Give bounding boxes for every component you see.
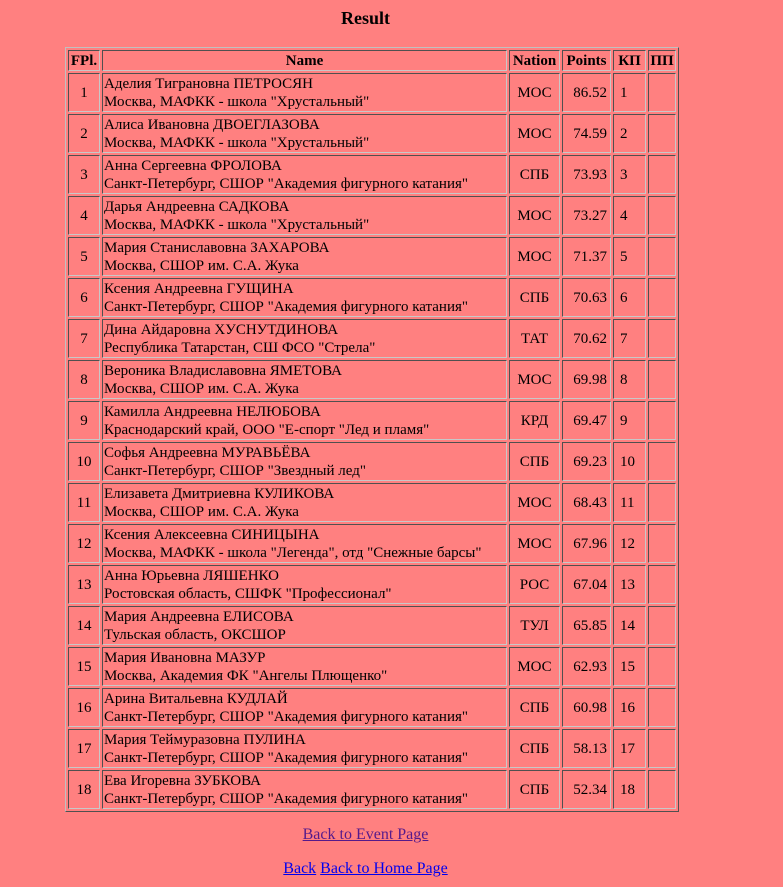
name-cell xyxy=(102,319,507,358)
nation-cell: СПБ xyxy=(509,770,560,809)
points-cell: 73.93 xyxy=(562,155,611,194)
pp-cell xyxy=(648,278,676,317)
place-cell: 12 xyxy=(68,524,100,563)
pp-cell xyxy=(648,729,676,768)
pp-cell xyxy=(648,237,676,276)
points-cell: 71.37 xyxy=(562,237,611,276)
table-row xyxy=(68,360,676,399)
points-cell: 70.63 xyxy=(562,278,611,317)
name-cell xyxy=(102,442,507,481)
kp-cell: 8 xyxy=(613,360,646,399)
kp-cell: 16 xyxy=(613,688,646,727)
skater-club: Республика Татарстан, СШ ФСО "Стрела" xyxy=(104,339,376,356)
place-cell: 10 xyxy=(68,442,100,481)
kp-cell: 11 xyxy=(613,483,646,522)
place-cell: 5 xyxy=(68,237,100,276)
header-place: FPl. xyxy=(68,50,100,71)
name-cell xyxy=(102,237,507,276)
name-cell xyxy=(102,360,507,399)
table-row xyxy=(68,524,676,563)
skater-club: Санкт-Петербург, СШОР "Звездный лед" xyxy=(104,462,366,479)
points-cell: 52.34 xyxy=(562,770,611,809)
skater-name: Ксения Андреевна ГУЩИНА xyxy=(104,280,294,297)
place-cell: 3 xyxy=(68,155,100,194)
nation-cell: СПБ xyxy=(509,729,560,768)
skater-club: Москва, МАФКК - школа "Хрустальный" xyxy=(104,93,370,110)
pp-cell xyxy=(648,606,676,645)
name-cell xyxy=(102,688,507,727)
skater-club: Москва, СШОР им. С.А. Жука xyxy=(104,257,299,274)
header-name: Name xyxy=(102,50,507,71)
place-cell: 16 xyxy=(68,688,100,727)
place-cell: 15 xyxy=(68,647,100,686)
pp-cell xyxy=(648,319,676,358)
pp-cell xyxy=(648,688,676,727)
skater-club: Санкт-Петербург, СШОР "Академия фигурного катания" xyxy=(104,298,469,315)
points-cell: 67.96 xyxy=(562,524,611,563)
name-cell xyxy=(102,606,507,645)
name-cell xyxy=(102,483,507,522)
skater-name: Анна Юрьевна ЛЯШЕНКО xyxy=(104,567,279,584)
nation-cell: МОС xyxy=(509,483,560,522)
header-nation: Nation xyxy=(509,50,560,71)
skater-name: Ксения Алексеевна СИНИЦЫНА xyxy=(104,526,320,543)
place-cell: 1 xyxy=(68,73,100,112)
points-cell: 73.27 xyxy=(562,196,611,235)
skater-name: Анна Сергеевна ФРОЛОВА xyxy=(104,157,282,174)
skater-name: Мария Теймуразовна ПУЛИНА xyxy=(104,731,306,748)
pp-cell xyxy=(648,442,676,481)
nation-cell: СПБ xyxy=(509,688,560,727)
nation-cell: СПБ xyxy=(509,155,560,194)
points-cell: 69.98 xyxy=(562,360,611,399)
kp-cell: 1 xyxy=(613,73,646,112)
table-header-row xyxy=(68,50,676,71)
results-table xyxy=(65,47,679,812)
skater-club: Москва, МАФКК - школа "Легенда", отд "Снежные барсы" xyxy=(104,544,482,561)
place-cell: 18 xyxy=(68,770,100,809)
name-cell xyxy=(102,565,507,604)
nation-cell: МОС xyxy=(509,196,560,235)
nation-cell: РОС xyxy=(509,565,560,604)
table-row xyxy=(68,278,676,317)
points-cell: 70.62 xyxy=(562,319,611,358)
skater-name: Арина Витальевна КУДЛАЙ xyxy=(104,690,288,707)
nation-cell: МОС xyxy=(509,114,560,153)
table-row xyxy=(68,483,676,522)
table-row xyxy=(68,114,676,153)
back-to-home-link[interactable]: Back to Home Page xyxy=(320,860,448,877)
page-title: Result xyxy=(341,8,390,28)
table-row xyxy=(68,401,676,440)
skater-club: Москва, СШОР им. С.А. Жука xyxy=(104,503,299,520)
skater-name: Елизавета Дмитриевна КУЛИКОВА xyxy=(104,485,335,502)
pp-cell xyxy=(648,565,676,604)
table-row xyxy=(68,73,676,112)
skater-name: Аделия Тиграновна ПЕТРОСЯН xyxy=(104,75,313,92)
kp-cell: 6 xyxy=(613,278,646,317)
table-row xyxy=(68,688,676,727)
skater-name: Дарья Андреевна САДКОВА xyxy=(104,198,290,215)
kp-cell: 12 xyxy=(613,524,646,563)
kp-cell: 4 xyxy=(613,196,646,235)
place-cell: 13 xyxy=(68,565,100,604)
place-cell: 2 xyxy=(68,114,100,153)
kp-cell: 5 xyxy=(613,237,646,276)
skater-name: Ева Игоревна ЗУБКОВА xyxy=(104,772,261,789)
kp-cell: 13 xyxy=(613,565,646,604)
points-cell: 69.47 xyxy=(562,401,611,440)
nation-cell: МОС xyxy=(509,524,560,563)
place-cell: 11 xyxy=(68,483,100,522)
table-row xyxy=(68,729,676,768)
points-cell: 74.59 xyxy=(562,114,611,153)
name-cell xyxy=(102,729,507,768)
skater-name: Алиса Ивановна ДВОЕГЛАЗОВА xyxy=(104,116,320,133)
kp-cell: 18 xyxy=(613,770,646,809)
name-cell xyxy=(102,278,507,317)
kp-cell: 10 xyxy=(613,442,646,481)
place-cell: 4 xyxy=(68,196,100,235)
place-cell: 6 xyxy=(68,278,100,317)
skater-name: Софья Андреевна МУРАВЬЁВА xyxy=(104,444,311,461)
name-cell xyxy=(102,524,507,563)
name-cell xyxy=(102,114,507,153)
table-row xyxy=(68,565,676,604)
skater-name: Вероника Владиславовна ЯМЕТОВА xyxy=(104,362,342,379)
pp-cell xyxy=(648,155,676,194)
back-link[interactable]: Back xyxy=(283,860,317,877)
name-cell xyxy=(102,401,507,440)
pp-cell xyxy=(648,73,676,112)
nation-cell: ТАТ xyxy=(509,319,560,358)
table-row xyxy=(68,319,676,358)
points-cell: 86.52 xyxy=(562,73,611,112)
skater-name: Дина Айдаровна ХУСНУТДИНОВА xyxy=(104,321,339,338)
skater-club: Санкт-Петербург, СШОР "Академия фигурного катания" xyxy=(104,708,469,725)
points-cell: 62.93 xyxy=(562,647,611,686)
pp-cell xyxy=(648,524,676,563)
kp-cell: 7 xyxy=(613,319,646,358)
name-cell xyxy=(102,196,507,235)
nation-cell: СПБ xyxy=(509,442,560,481)
skater-club: Москва, Академия ФК "Ангелы Плющенко" xyxy=(104,667,388,684)
pp-cell xyxy=(648,196,676,235)
nation-cell: КРД xyxy=(509,401,560,440)
kp-cell: 3 xyxy=(613,155,646,194)
skater-name: Мария Ивановна МАЗУР xyxy=(104,649,266,666)
points-cell: 69.23 xyxy=(562,442,611,481)
skater-club: Санкт-Петербург, СШОР "Академия фигурного катания" xyxy=(104,749,469,766)
place-cell: 17 xyxy=(68,729,100,768)
table-row xyxy=(68,442,676,481)
points-cell: 67.04 xyxy=(562,565,611,604)
pp-cell xyxy=(648,360,676,399)
skater-name: Камилла Андреевна НЕЛЮБОВА xyxy=(104,403,321,420)
skater-club: Москва, МАФКК - школа "Хрустальный" xyxy=(104,134,370,151)
table-row xyxy=(68,196,676,235)
pp-cell xyxy=(648,770,676,809)
kp-cell: 15 xyxy=(613,647,646,686)
kp-cell: 9 xyxy=(613,401,646,440)
event-link-row xyxy=(0,826,731,844)
skater-club: Москва, СШОР им. С.А. Жука xyxy=(104,380,299,397)
header-pp: ПП xyxy=(648,50,676,71)
nation-cell: МОС xyxy=(509,73,560,112)
pp-cell xyxy=(648,483,676,522)
home-link-row xyxy=(0,860,731,878)
nation-cell: МОС xyxy=(509,360,560,399)
table-row xyxy=(68,155,676,194)
place-cell: 9 xyxy=(68,401,100,440)
points-cell: 60.98 xyxy=(562,688,611,727)
nation-cell: ТУЛ xyxy=(509,606,560,645)
table-row xyxy=(68,647,676,686)
nation-cell: МОС xyxy=(509,237,560,276)
skater-name: Мария Андреевна ЕЛИСОВА xyxy=(104,608,294,625)
kp-cell: 14 xyxy=(613,606,646,645)
header-points: Points xyxy=(562,50,611,71)
pp-cell xyxy=(648,647,676,686)
skater-club: Тульская область, ОКСШОР xyxy=(104,626,286,643)
points-cell: 68.43 xyxy=(562,483,611,522)
pp-cell xyxy=(648,401,676,440)
points-cell: 65.85 xyxy=(562,606,611,645)
kp-cell: 2 xyxy=(613,114,646,153)
back-to-event-link[interactable]: Back to Event Page xyxy=(302,826,429,843)
place-cell: 8 xyxy=(68,360,100,399)
kp-cell: 17 xyxy=(613,729,646,768)
nation-cell: СПБ xyxy=(509,278,560,317)
skater-club: Краснодарский край, ООО "Е-спорт "Лед и пламя" xyxy=(104,421,430,438)
points-cell: 58.13 xyxy=(562,729,611,768)
table-row xyxy=(68,606,676,645)
nation-cell: МОС xyxy=(509,647,560,686)
skater-club: Ростовская область, СШФК "Профессионал" xyxy=(104,585,392,602)
table-row xyxy=(68,770,676,809)
name-cell xyxy=(102,647,507,686)
skater-club: Санкт-Петербург, СШОР "Академия фигурного катания" xyxy=(104,790,469,807)
name-cell xyxy=(102,770,507,809)
skater-club: Санкт-Петербург, СШОР "Академия фигурного катания" xyxy=(104,175,469,192)
place-cell: 14 xyxy=(68,606,100,645)
results-body xyxy=(68,73,676,809)
name-cell xyxy=(102,73,507,112)
header-kp: КП xyxy=(613,50,646,71)
table-row xyxy=(68,237,676,276)
name-cell xyxy=(102,155,507,194)
skater-name: Мария Станиславовна ЗАХАРОВА xyxy=(104,239,330,256)
place-cell: 7 xyxy=(68,319,100,358)
skater-club: Москва, МАФКК - школа "Хрустальный" xyxy=(104,216,370,233)
pp-cell xyxy=(648,114,676,153)
